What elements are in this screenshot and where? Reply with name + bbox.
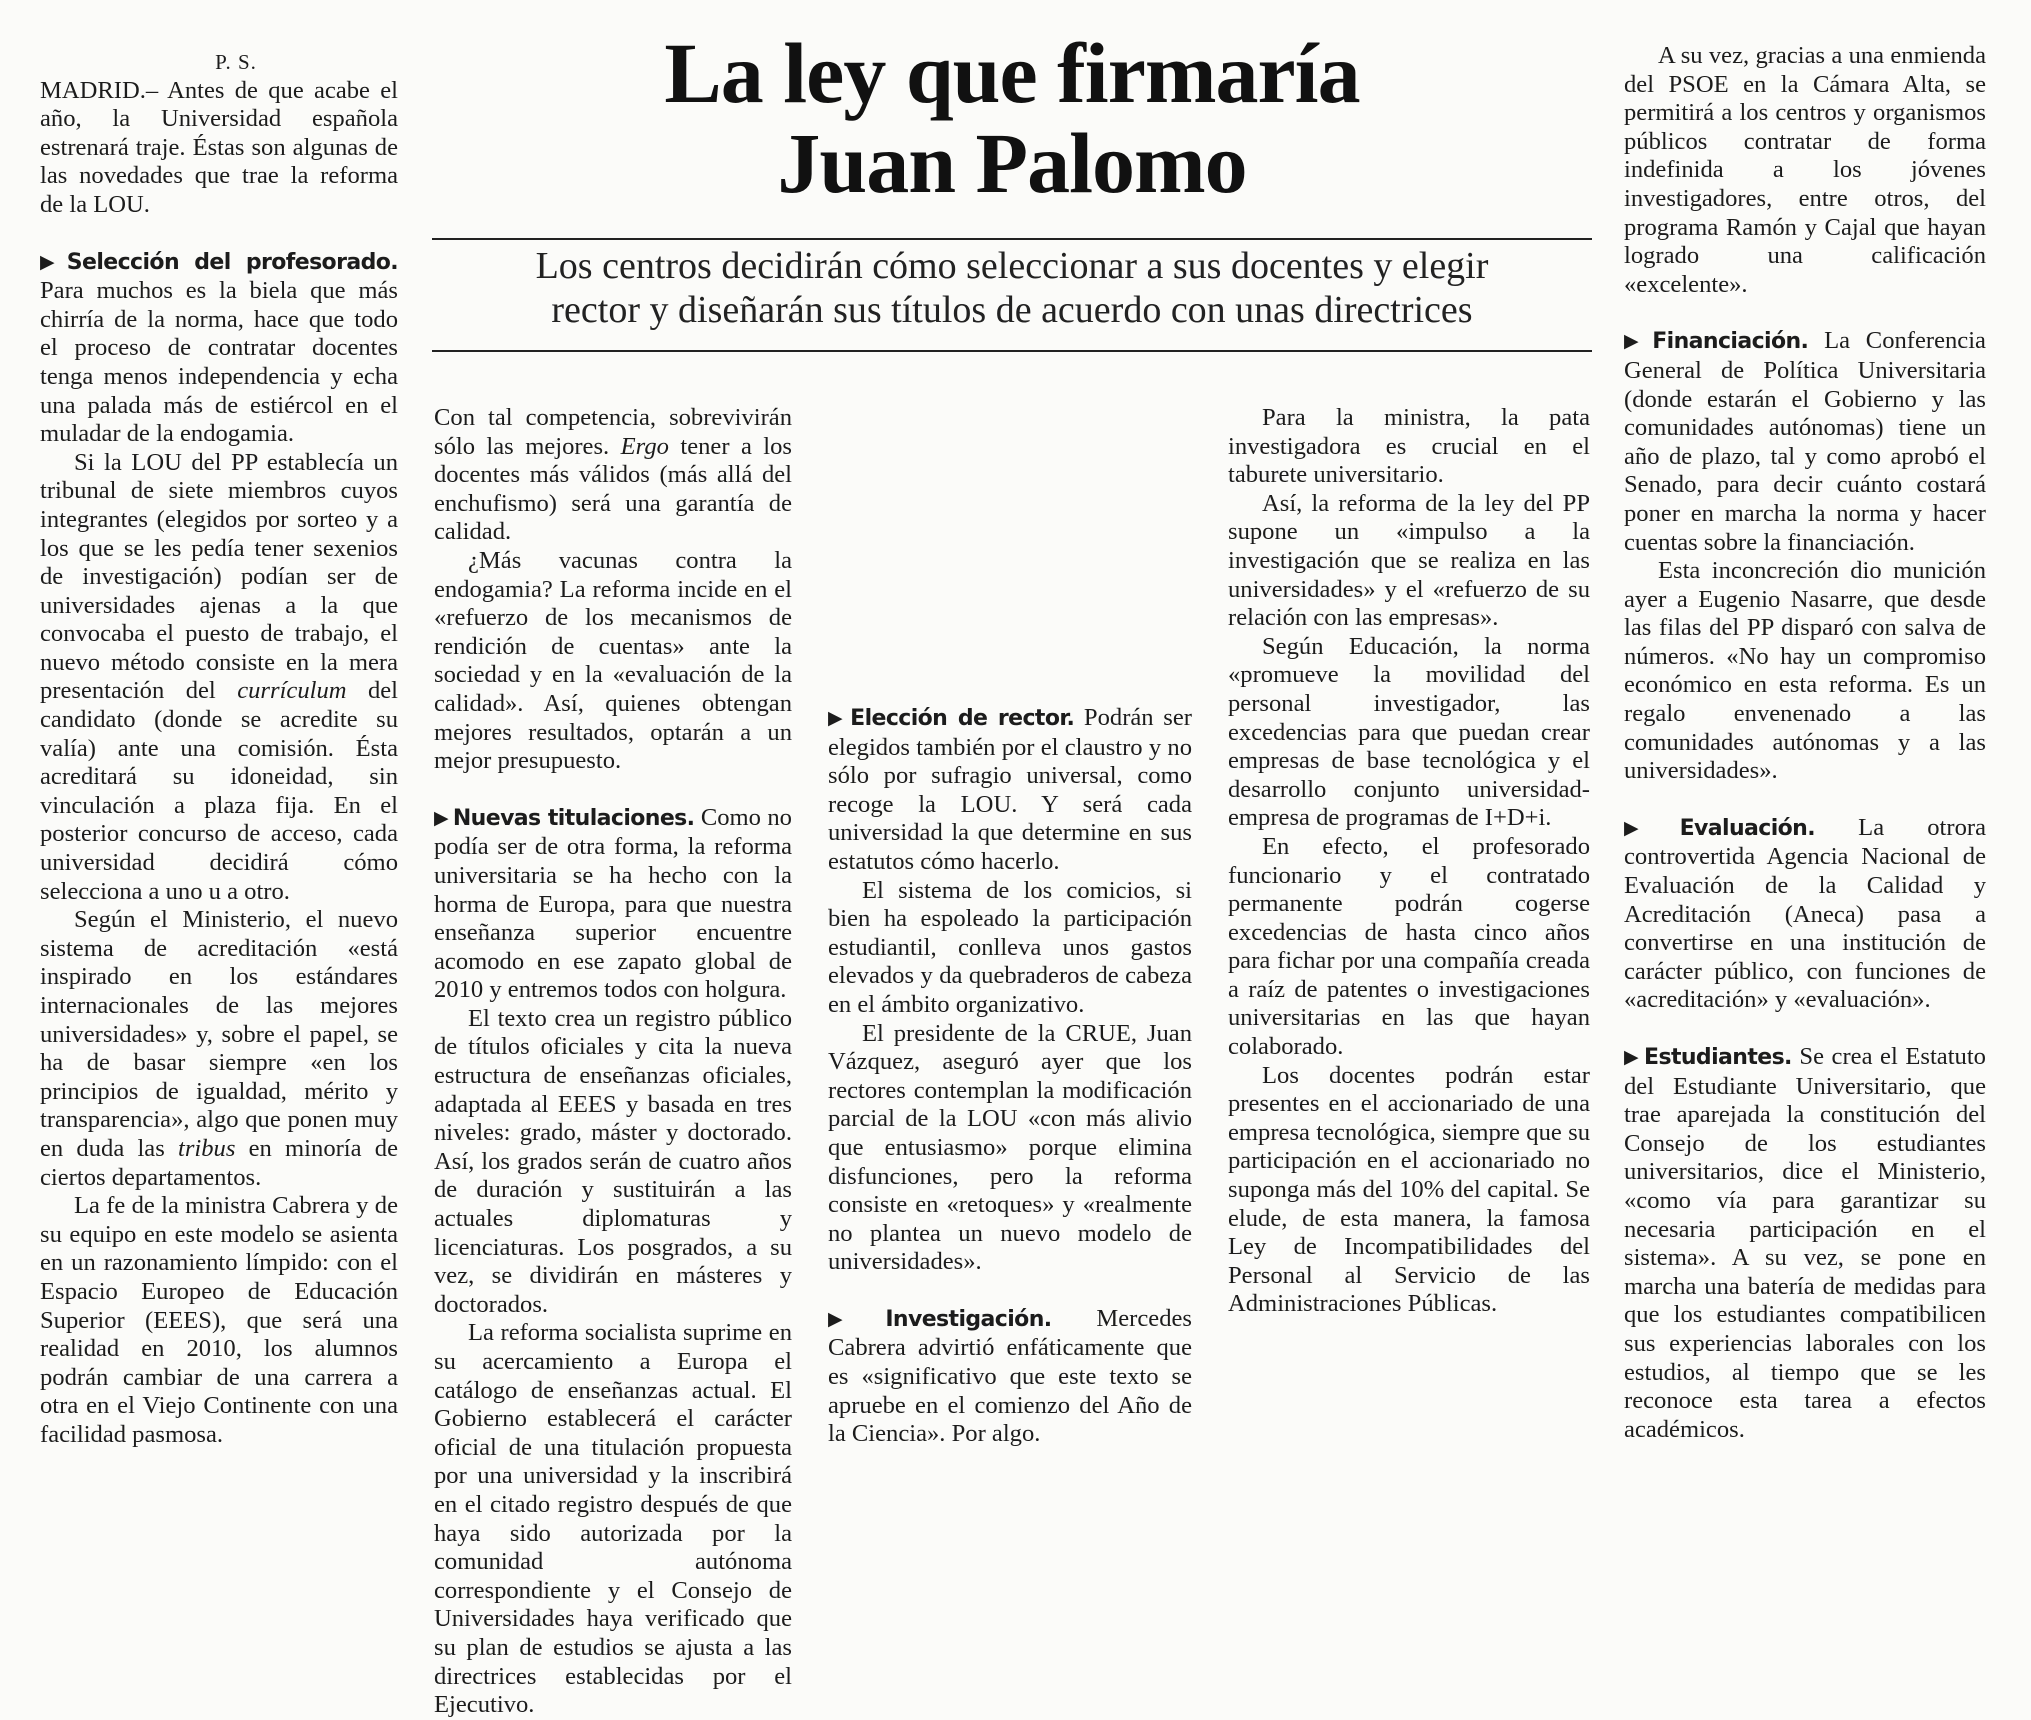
section-text: Como no podía ser de otra forma, la reforma universitaria se ha hecho con la horma de Europa, para que nuestra enseñanza superior encuentre acomodo en ese zapato global de 2010 y entremos todos con holgura.	[434, 803, 792, 1004]
paragraph: Si la LOU del PP establecía un tribunal de siete miembros cuyos integrantes (elegidos por sorteo y a los que se les pedía tener sexenios de investigación) podían ser de universidades ajenas a la que convocaba el puesto de trabajo, el nuevo método consiste en la mera presentación del currículum del candidato (donde se acredite su valía) ante una comisión. Ésta acreditará su idoneidad, sin vinculación a plaza fija. En el posterior concurso de acceso, cada universidad decidirá cómo selecciona a uno u a otro.	[40, 448, 399, 905]
section-text: La Conferencia General de Política Universitaria (donde estarán el Gobierno y las comunidades autónomas) tiene un año de plazo, tal y como aprobó el Senado, para decir cuánto costará poner en marcha la norma y hacer cuentas sobre la financiación.	[1624, 327, 1986, 556]
headline	[432, 25, 1592, 211]
paragraph: Con tal competencia, sobrevivirán sólo las mejores. Ergo tener a los docentes más válidos (más allá del enchufismo) será una garantía de calidad.	[434, 404, 793, 546]
headline-line-1: La ley que firmaría	[664, 25, 1360, 121]
section-heading: Investigación.	[885, 1306, 1052, 1332]
section-evaluacion	[1624, 814, 1986, 1015]
section-text: La otrora controvertida Agencia Nacional de Evaluación de la Calidad y Acreditación (Aneca) pasa a convertirse en una institución de carácter público, con funciones de «acreditación» y «evaluación».	[1624, 813, 1986, 1014]
column-1	[40, 48, 399, 1448]
column-2	[434, 404, 793, 1719]
bullet-arrow-icon: ▶	[1624, 331, 1649, 353]
section-estudiantes	[1624, 1043, 1986, 1444]
section-heading: Estudiantes.	[1644, 1045, 1792, 1070]
section-financiacion	[1624, 327, 1986, 557]
paragraph: Para la ministra, la pata investigadora es crucial en el taburete universitario.	[1228, 404, 1590, 489]
bullet-arrow-icon: ▶	[434, 807, 449, 829]
paragraph: Según el Ministerio, el nuevo sistema de acreditación «está inspirado en los estándares internacionales de las mejores universidades» y, sobre el papel, se ha de basar siempre «en los principios de igualdad, mérito y transparencia», algo que ponen muy en duda las tribus en minoría de ciertos departamentos.	[40, 906, 398, 1191]
paragraph: Así, la reforma de la ley del PP supone un «impulso a la investigación que se realiza en las universidades» y el «refuerzo de su relación con las empresas».	[1228, 489, 1590, 632]
column-3	[828, 404, 1192, 1448]
section-investigacion	[828, 1305, 1192, 1449]
section-heading: Evaluación.	[1679, 815, 1816, 841]
section-heading: Nuevas titulaciones.	[452, 805, 695, 831]
intro-paragraph: MADRID.– Antes de que acabe el año, la Universidad española estrenará traje. Éstas son algunas de las novedades que trae la reforma de la LOU.	[40, 76, 398, 218]
paragraph: La reforma socialista suprime en su acercamiento a Europa el catálogo de enseñanzas actual. El Gobierno establecerá el carácter oficial de una titulación propuesta por una universidad y la inscribirá en el citado registro después de que haya sido autorizada por la comunidad autónoma correspondiente y el Consejo de Universidades haya verificado que su plan de estudios se ajusta a las directrices establecidas por el Ejecutivo.	[434, 1319, 792, 1719]
rule-top	[432, 238, 1592, 240]
subheadline	[432, 244, 1592, 332]
rule-bottom	[432, 350, 1592, 352]
subheadline-line-2: rector y diseñarán sus títulos de acuerdo con unas directrices	[551, 289, 1473, 331]
section-text: Para muchos es la biela que más chirría de la norma, hace que todo el proceso de contratar docentes tenga menos independencia y echa una palada más de estiércol en el muladar de la endogamia.	[40, 277, 398, 448]
column-5	[1624, 42, 1986, 1443]
paragraph: El sistema de los comicios, si bien ha espoleado la participación estudiantil, conlleva unos gastos elevados y da quebraderos de cabeza en el ámbito organizativo.	[828, 876, 1192, 1018]
section-text: Se crea el Estatuto del Estudiante Universitario, que trae aparejada la constitución del Consejo de los estudiantes universitarios, dice el Ministerio, «como vía para garantizar su necesaria participación en el sistema». A su vez, se pone en marcha una batería de medidas para que los estudiantes compatibilicen sus experiencias laborales con los estudios, al tiempo que se les reconoce esta tarea a efectos académicos.	[1624, 1043, 1986, 1443]
paragraph: La fe de la ministra Cabrera y de su equipo en este modelo se asienta en un razonamiento límpido: con el Espacio Europeo de Educación Superior (EEES), que será una realidad en 2010, los alumnos podrán cambiar de una carrera a otra en el Viejo Continente con una facilidad pasmosa.	[40, 1192, 398, 1448]
paragraph: A su vez, gracias a una enmienda del PSOE en la Cámara Alta, se permitirá a los centros y organismos públicos contratar de forma indefinida a los jóvenes investigadores, entre otros, del programa Ramón y Cajal que hayan logrado una calificación «excelente».	[1624, 42, 1986, 298]
paragraph: El texto crea un registro público de títulos oficiales y cita la nueva estructura de enseñanzas oficiales, adaptada al EEES y basada en tres niveles: grado, máster y doctorado. Así, los grados serán de cuatro años de duración y sustituirán a las actuales diplomaturas y licenciaturas. Los posgrados, a su vez, se dividirán en másteres y doctorados.	[434, 1004, 792, 1318]
section-heading: Selección del profesorado.	[66, 249, 398, 275]
section-rector	[828, 704, 1192, 877]
bullet-arrow-icon: ▶	[1624, 817, 1676, 839]
section-titulaciones	[434, 804, 792, 1005]
section-text: Mercedes Cabrera advirtió enfáticamente que es «significativo que este texto se apruebe en el comienzo del Año de la Ciencia». Por algo.	[828, 1304, 1192, 1448]
section-seleccion	[40, 248, 398, 449]
paragraph: Según Educación, la norma «promueve la movilidad del personal investigador, las excedencias para que puedan crear empresas de base tecnológica y el desarrollo conjunto universidad-empresa de programas de I+D+i.	[1228, 632, 1590, 832]
bullet-arrow-icon: ▶	[40, 251, 63, 273]
paragraph: El presidente de la CRUE, Juan Vázquez, aseguró ayer que los rectores contemplan la modificación parcial de la LOU «con más alivio que entusiasmo» porque elimina disfunciones, pero la reforma consiste en «retoques» y «realmente no plantea un nuevo modelo de universidades».	[828, 1019, 1192, 1276]
section-heading: Financiación.	[1652, 329, 1809, 355]
subheadline-line-1: Los centros decidirán cómo seleccionar a sus docentes y elegir	[535, 245, 1489, 287]
bullet-arrow-icon: ▶	[1624, 1047, 1641, 1068]
paragraph: Los docentes podrán estar presentes en el accionariado de una empresa tecnológica, siempre que su participación en el accionariado no suponga más del 10% del capital. Se elude, de esta manera, la famosa Ley de Incompatibilidades del Personal al Servicio de las Administraciones Públicas.	[1228, 1061, 1590, 1318]
paragraph: Esta inconcreción dio munición ayer a Eugenio Nasarre, que desde las filas del PP disparó con salva de números. «No hay un compromiso económico en esta reforma. Es un regalo envenenado a las comunidades autónomas y a las universidades».	[1624, 557, 1986, 785]
headline-line-2: Juan Palomo	[777, 115, 1247, 211]
byline: P. S.	[215, 50, 257, 74]
column-4	[1228, 404, 1590, 1431]
bullet-arrow-icon: ▶	[828, 708, 847, 729]
paragraph: En efecto, el profesorado funcionario y el contratado permanente podrán cogerse excedencias de hasta cinco años para fichar por una compañía creada a raíz de patentes o investigaciones universitarias en las que hayan colaborado.	[1228, 832, 1590, 1061]
section-text: Podrán ser elegidos también por el claustro y no sólo por sufragio universal, como recoge la LOU. Y será cada universidad la que determine en sus estatutos cómo hacerlo.	[828, 704, 1192, 875]
bullet-arrow-icon: ▶	[828, 1308, 882, 1330]
section-heading: Elección de rector.	[850, 706, 1075, 731]
paragraph: ¿Más vacunas contra la endogamia? La reforma incide en el «refuerzo de los mecanismos de rendición de cuentas» ante la sociedad y en la «evaluación de la calidad». Así, quienes obtengan mejores resultados, optarán a un mejor presupuesto.	[434, 546, 792, 775]
